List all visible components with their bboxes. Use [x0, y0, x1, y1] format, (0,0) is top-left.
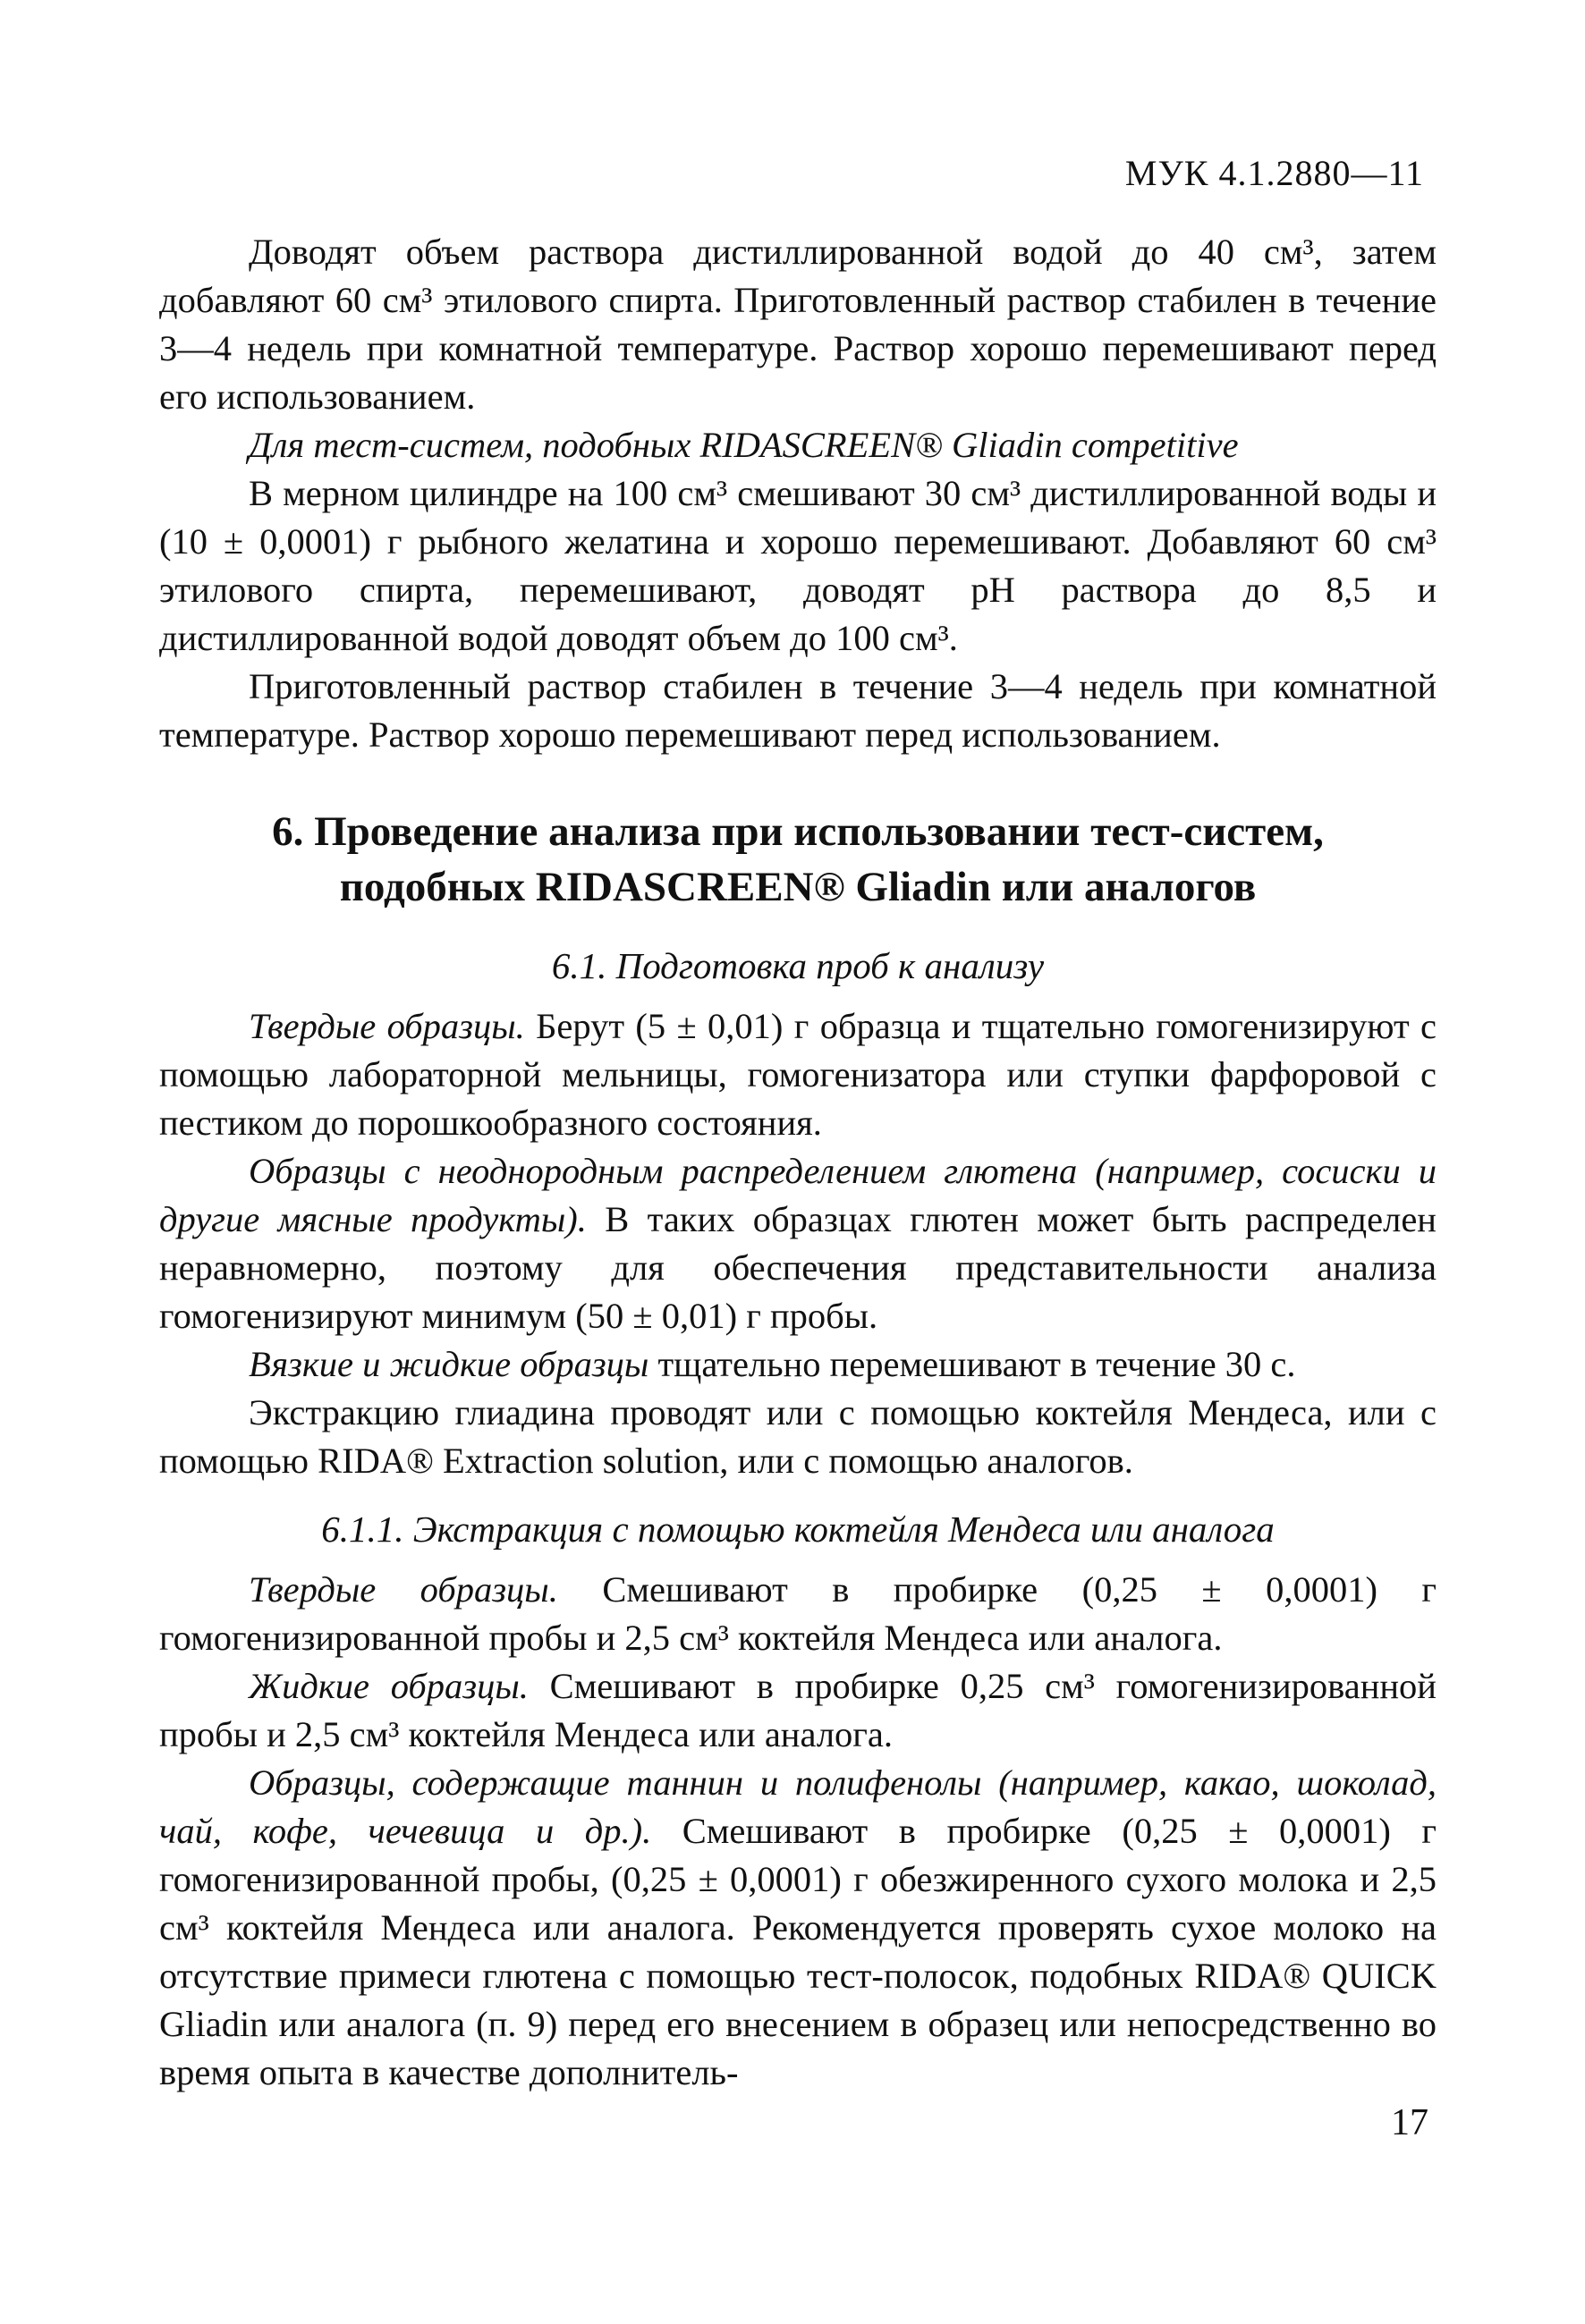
subsection-6-1-title: 6.1. Подготовка проб к анализу — [551, 945, 1045, 986]
section-6-title — [159, 804, 1437, 915]
sub61-extraction-note: Экстракцию глиадина проводят или с помощью коктейля Мендеса, или с помощью RIDA® Extraction solution, или с помощью аналогов. — [159, 1392, 1437, 1481]
section-6-title-line1: 6. Проведение анализа при использовании тест-систем, — [272, 808, 1324, 855]
sub611-solid-lead: Твердые образцы. — [249, 1569, 558, 1610]
sub61-viscous-samples — [159, 1340, 1437, 1389]
sub611-tannin-samples — [159, 1759, 1437, 2097]
sub61-solid-samples — [159, 1002, 1437, 1147]
sub611-tannin-text: Смешивают в пробирке (0,25 ± 0,0001) г гомогенизированной пробы, (0,25 ± 0,0001) г обезжиренного сухого молока и 2,5 см³ коктейля Мендеса или аналога. Рекомендуется проверять сухое молоко на отсутствие примеси глютена с помощью тест-полосок, подобных RIDA® QUICK Gliadin или аналога (п. 9) перед его внесением в образец или непосредственно во время опыта в качестве дополнитель- — [159, 1811, 1437, 2092]
section-6-title-line2: подобных RIDASCREEN® Gliadin или аналогов — [339, 864, 1257, 910]
subsection-6-1-1-title: 6.1.1. Экстракция с помощью коктейля Мендеса или аналога — [321, 1508, 1275, 1550]
sub61-solid-samples-lead: Твердые образцы. — [249, 1006, 525, 1046]
paragraph-3: В мерном цилиндре на 100 см³ смешивают 30 см³ дистиллированной воды и (10 ± 0,0001) г рыбного желатина и хорошо перемешивают. Добавляют 60 см³ этилового спирта, перемешивают, доводят pH раствора до 8,5 и дистиллированной водой доводят объем до 100 см³. — [159, 473, 1437, 658]
sub61-heterogeneous-samples — [159, 1147, 1437, 1340]
document-body — [159, 228, 1437, 2097]
sub61-solid-samples-text: Берут (5 ± 0,01) г образца и тщательно гомогенизируют с помощью лабораторной мельницы, гомогенизатора или ступки фарфоровой с пестиком до порошкообразного состояния. — [159, 1006, 1437, 1143]
sub611-solid-text: Смешивают в пробирке (0,25 ± 0,0001) г гомогенизированной пробы и 2,5 см³ коктейля Мендеса или аналога. — [159, 1569, 1437, 1658]
paragraph-4: Приготовленный раствор стабилен в течение 3—4 недель при комнатной температуре. Раствор хорошо перемешивают перед использованием. — [159, 666, 1437, 755]
sub61-heterogeneous-text: В таких образцах глютен может быть распределен неравномерно, поэтому для обеспечения представительности анализа гомогенизируют минимум (50 ± 0,01) г пробы. — [159, 1199, 1437, 1336]
sub61-viscous-text: тщательно перемешивают в течение 30 с. — [648, 1344, 1296, 1384]
sub61-heterogeneous-lead: Образцы с неоднородным распределением глютена (например, сосиски и другие мясные продукты). — [159, 1151, 1437, 1239]
page-number: 17 — [1391, 2102, 1428, 2143]
paragraph-2-heading: Для тест-систем, подобных RIDASCREEN® Gliadin competitive — [249, 425, 1239, 465]
sub611-liquid-samples — [159, 1662, 1437, 1759]
sub61-viscous-lead: Вязкие и жидкие образцы — [249, 1344, 649, 1384]
sub611-liquid-text: Смешивают в пробирке 0,25 см³ гомогенизированной пробы и 2,5 см³ коктейля Мендеса или аналога. — [159, 1666, 1437, 1754]
paragraph-1: Доводят объем раствора дистиллированной водой до 40 см³, затем добавляют 60 см³ этилового спирта. Приготовленный раствор стабилен в течение 3—4 недель при комнатной температуре. Раствор хорошо перемешивают перед его использованием. — [159, 232, 1437, 417]
sub611-tannin-lead: Образцы, содержащие таннин и полифенолы (например, какао, шоколад, чай, кофе, чечевица и др.). — [159, 1762, 1437, 1851]
document-code-header: МУК 4.1.2880—11 — [1124, 153, 1424, 193]
sub611-solid-samples — [159, 1566, 1437, 1662]
sub611-liquid-lead: Жидкие образцы. — [249, 1666, 529, 1706]
